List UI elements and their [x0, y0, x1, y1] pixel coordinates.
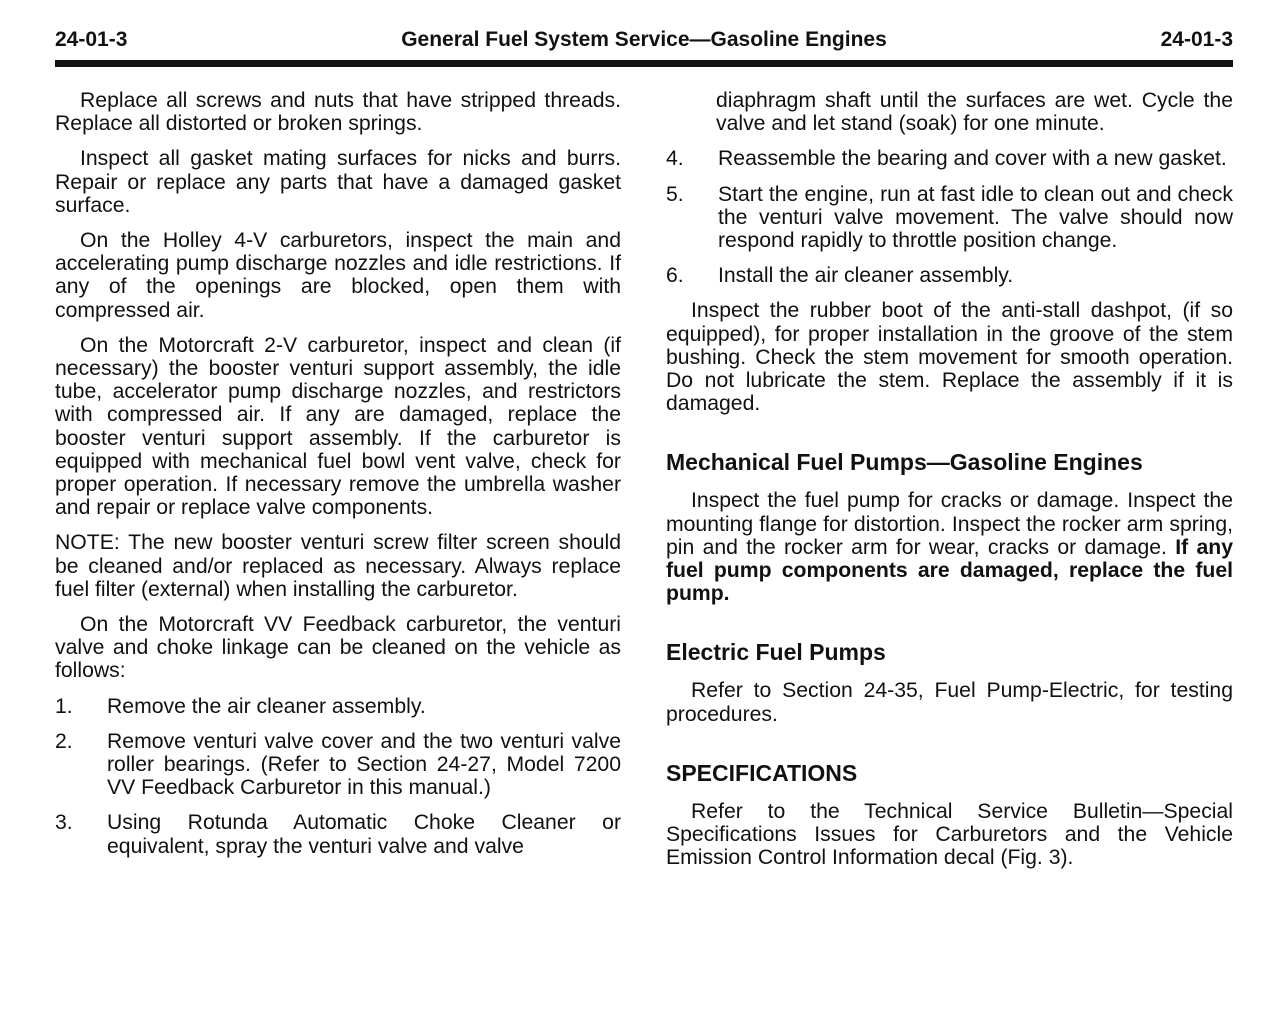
paragraph-vv-feedback: On the Motorcraft VV Feedback carburetor, the venturi valve and choke linkage can be cleaned on the vehicle as follows: — [55, 613, 621, 683]
list-item — [666, 147, 1233, 170]
paragraph-mechanical-fuel-pumps — [666, 489, 1233, 605]
list-item-number: 6. — [666, 264, 684, 288]
list-item-number: 5. — [666, 182, 684, 206]
list-item — [55, 695, 621, 718]
list-item-text: Using Rotunda Automatic Choke Cleaner or equivalent, spray the venturi valve and valve — [107, 811, 621, 858]
paragraph-electric-fuel-pumps: Refer to Section 24-35, Fuel Pump-Electric, for testing procedures. — [666, 679, 1233, 726]
list-item-number: 3. — [55, 811, 73, 835]
list-item — [55, 811, 621, 857]
list-item — [666, 264, 1233, 287]
page-number-right: 24-01-3 — [1160, 28, 1233, 51]
paragraph-mechanical-bold: If any fuel pump components are damaged, replace the fuel pump. — [666, 535, 1233, 606]
paragraph-dashpot: Inspect the rubber boot of the anti-stall dashpot, (if so equipped), for proper installation in the groove of the stem bushing. Check the stem movement for smooth operation. Do not lubricate the stem. Replace the assembly if it is damaged. — [666, 299, 1233, 416]
heading-electric-fuel-pumps: Electric Fuel Pumps — [666, 639, 886, 666]
paragraph-mechanical-text: Inspect the fuel pump for cracks or damage. Inspect the mounting flange for distortion. Inspect the rocker arm spring, pin and the rocker arm for wear, cracks or damage. — [666, 489, 1233, 559]
left-column — [55, 89, 621, 870]
list-item-text: Remove venturi valve cover and the two venturi valve roller bearings. (Refer to Section 24-27, Model 7200 VV Feedback Carburetor in this manual.) — [107, 729, 621, 800]
heading-specifications: SPECIFICATIONS — [666, 759, 858, 786]
list-item-number: 4. — [666, 147, 684, 171]
list-item-number: 2. — [55, 729, 73, 753]
paragraph-holley: On the Holley 4-V carburetors, inspect the main and accelerating pump discharge nozzles and idle restrictions. If any of the openings are blocked, open them with compressed air. — [55, 229, 621, 322]
list-item-text: Remove the air cleaner assembly. — [107, 694, 426, 718]
heading-mechanical-fuel-pumps: Mechanical Fuel Pumps—Gasoline Engines — [666, 449, 1143, 476]
paragraph-screws: Replace all screws and nuts that have stripped threads. Replace all distorted or broken springs. — [55, 89, 621, 136]
paragraph-motorcraft-2v: On the Motorcraft 2-V carburetor, inspect and clean (if necessary) the booster venturi support assembly, the idle tube, accelerator pump discharge nozzles, and restrictors with compressed air. If any are damaged, replace the booster venturi support assembly. If the carburetor is equipped with mechanical fuel bowl vent valve, check for proper operation. If necessary remove the umbrella washer and repair or replace valve components. — [55, 333, 621, 520]
list-item-text: Start the engine, run at fast idle to clean out and check the venturi valve movement. The valve should now respond rapidly to throttle position change. — [718, 182, 1233, 253]
list-item-number: 1. — [55, 694, 73, 718]
page-header — [55, 28, 1233, 58]
list-item-text: Install the air cleaner assembly. — [718, 264, 1014, 288]
paragraph-gasket: Inspect all gasket mating surfaces for nicks and burrs. Repair or replace any parts that have a damaged gasket surface. — [55, 147, 621, 217]
list-item-text: Reassemble the bearing and cover with a new gasket. — [718, 147, 1227, 171]
list-item — [666, 183, 1233, 253]
page-title: General Fuel System Service—Gasoline Engines — [401, 28, 887, 51]
right-column — [666, 89, 1233, 881]
list-item — [55, 730, 621, 800]
note-paragraph: NOTE: The new booster venturi screw filter screen should be cleaned and/or replaced as necessary. Always replace fuel filter (external) when installing the carburetor. — [55, 531, 621, 601]
header-rule — [55, 60, 1233, 67]
page-number-left: 24-01-3 — [55, 28, 128, 51]
list-item-continuation: diaphragm shaft until the surfaces are wet. Cycle the valve and let stand (soak) for one minute. — [716, 89, 1233, 136]
paragraph-specifications: Refer to the Technical Service Bulletin—Special Specifications Issues for Carburetors and the Vehicle Emission Control Information decal (Fig. 3). — [666, 799, 1233, 870]
